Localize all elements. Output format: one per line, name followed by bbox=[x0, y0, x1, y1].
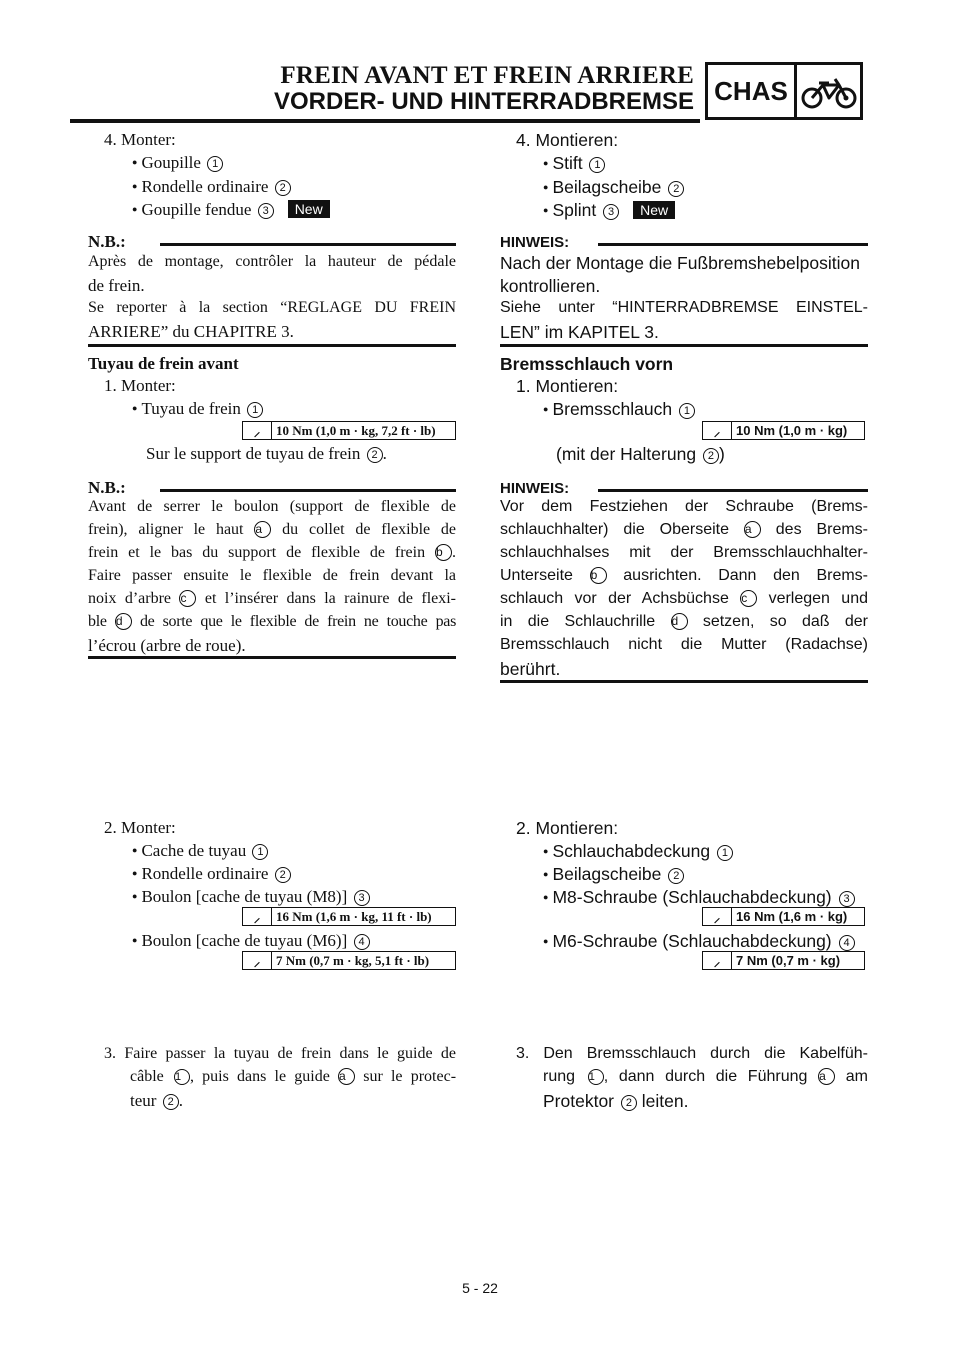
de-torque-spec-m6: ⸝ 7 Nm (0,7 m · kg) bbox=[702, 951, 865, 970]
de-step2-title: 2. Montieren: bbox=[516, 818, 619, 838]
fr-torque-spec: ⸝ 10 Nm (1,0 m · kg, 7,2 ft · lb) bbox=[242, 421, 456, 440]
de-step1-title: 1. Montieren: bbox=[516, 376, 619, 396]
fr-note1-line2: de frein. bbox=[88, 276, 145, 295]
fr-note2-line7: l’écrou (arbre de roue). bbox=[88, 636, 246, 655]
fr-step2-item2: ● Rondelle ordinaire 2 bbox=[132, 864, 291, 884]
de-step3-line1: 3. Den Bremsschlauch durch die Kabelfüh- bbox=[516, 1045, 868, 1062]
chapter-tab bbox=[705, 62, 863, 120]
fr-note2-end-rule bbox=[88, 656, 456, 659]
fr-step2-title: 2. Monter: bbox=[104, 818, 176, 837]
fr-step2-item4: ● Boulon [cache de tuyau (M6)] 4 bbox=[132, 931, 370, 951]
fr-note2-line2: frein), aligner le haut a du collet de flexible de bbox=[88, 521, 457, 538]
de-note2-header: HINWEIS: bbox=[500, 479, 577, 497]
de-note2-line6: in die Schlauchrille d setzen, so daß der bbox=[500, 613, 868, 630]
torque-wrench-icon: ⸝ bbox=[703, 952, 732, 969]
fr-note1-line1: Après de montage, contrôler la hauteur de pédale bbox=[88, 253, 456, 270]
header-rule bbox=[70, 119, 700, 123]
de-note1-end-rule bbox=[500, 344, 868, 347]
fr-step1-title: 1. Monter: bbox=[104, 376, 176, 395]
fr-step4-item3: ● Goupille fendue 3 New bbox=[132, 200, 330, 220]
de-note2-line1: Vor dem Festziehen der Schraube (Brems- bbox=[500, 498, 868, 515]
fr-note1-line3: Se reporter à la section “REGLAGE DU FREIN bbox=[88, 299, 456, 316]
de-step4-title: 4. Montieren: bbox=[516, 130, 619, 150]
de-step2-item3: ● M8-Schraube (Schlauchabdeckung) 3 bbox=[543, 887, 855, 908]
header-title-fr: FREIN AVANT ET FREIN ARRIERE bbox=[280, 62, 694, 89]
page-number: 5 - 22 bbox=[462, 1280, 498, 1296]
new-badge: New bbox=[633, 201, 675, 219]
de-note2-line7: Bremsschlauch nicht die Mutter (Radachse) bbox=[500, 636, 868, 653]
fr-step3-line2: câble 1 , puis dans le guide a sur le protec- bbox=[130, 1068, 457, 1085]
header-title-de: VORDER- UND HINTERRADBREMSE bbox=[273, 88, 694, 115]
torque-wrench-icon: ⸝ bbox=[243, 422, 272, 439]
fr-note2-line4: Faire passer ensuite le flexible de frein devant la bbox=[88, 567, 456, 584]
fr-step2-item1: ● Cache de tuyau 1 bbox=[132, 841, 268, 861]
fr-torque-spec-m6: ⸝ 7 Nm (0,7 m · kg, 5,1 ft · lb) bbox=[242, 951, 456, 970]
de-note1-line1: Nach der Montage die Fußbremshebelposition bbox=[500, 253, 860, 273]
de-note2-line3: schlauchhalses mit der Bremsschlauchhalter- bbox=[500, 544, 868, 561]
fr-step1-sub: Sur le support de tuyau de frein 2 . bbox=[146, 444, 387, 463]
fr-section-title: Tuyau de frein avant bbox=[88, 354, 239, 373]
de-note2-rule bbox=[598, 489, 868, 492]
fr-note2-line3: frein et le bas du support de flexible de frein b . bbox=[88, 544, 457, 561]
de-step3-line2: rung 1 , dann durch die Führung a am bbox=[543, 1068, 868, 1085]
de-step3-line3: Protektor 2 leiten. bbox=[543, 1091, 689, 1111]
de-note1-line4: LEN” im KAPITEL 3. bbox=[500, 322, 659, 342]
fr-note2-line1: Avant de serrer le boulon (support de flexible de bbox=[88, 498, 456, 515]
de-note2-line2: schlauchhalter) die Oberseite a des Brems- bbox=[500, 521, 868, 538]
de-note2-line4: Unterseite b ausrichten. Dann den Brems- bbox=[500, 567, 869, 584]
torque-wrench-icon: ⸝ bbox=[703, 908, 732, 925]
fr-step3-line3: teur 2 . bbox=[130, 1091, 183, 1110]
chapter-label: CHAS bbox=[708, 65, 797, 117]
de-note1-rule bbox=[598, 243, 868, 246]
fr-note2-line5: noix d’arbre c et l’insérer dans la rainure de flexi- bbox=[88, 590, 457, 607]
fr-note1-line4: ARRIERE” du CHAPITRE 3. bbox=[88, 322, 294, 341]
fr-note2-rule bbox=[160, 489, 456, 492]
fr-step4-item2: ● Rondelle ordinaire 2 bbox=[132, 177, 291, 197]
de-step4-item1: ● Stift 1 bbox=[543, 153, 605, 174]
fr-note1-header: N.B.: bbox=[88, 233, 134, 251]
de-note1-line3: Siehe unter “HINTERRADBREMSE EINSTEL- bbox=[500, 299, 868, 316]
torque-wrench-icon: ⸝ bbox=[243, 908, 272, 925]
de-torque-spec: ⸝ 10 Nm (1,0 m · kg) bbox=[702, 421, 865, 440]
de-step2-item4: ● M6-Schraube (Schlauchabdeckung) 4 bbox=[543, 931, 855, 952]
torque-wrench-icon: ⸝ bbox=[703, 422, 732, 439]
fr-note2-header: N.B.: bbox=[88, 479, 134, 497]
de-step2-item1: ● Schlauchabdeckung 1 bbox=[543, 841, 733, 862]
de-step1-sub: (mit der Halterung 2 ) bbox=[556, 444, 725, 464]
de-step2-item2: ● Beilagscheibe 2 bbox=[543, 864, 684, 885]
new-badge: New bbox=[288, 200, 330, 218]
de-note2-line5: schlauch vor der Achsbüchse c verlegen und bbox=[500, 590, 868, 607]
de-note2-line8: berührt. bbox=[500, 659, 561, 679]
fr-note1-rule bbox=[160, 243, 456, 246]
fr-step4-title: 4. Monter: bbox=[104, 130, 176, 149]
de-step4-item2: ● Beilagscheibe 2 bbox=[543, 177, 684, 198]
de-note1-line2: kontrollieren. bbox=[500, 276, 601, 296]
motorcycle-icon bbox=[797, 65, 860, 117]
de-step4-item3: ● Splint 3 New bbox=[543, 200, 675, 221]
fr-step2-item3: ● Boulon [cache de tuyau (M8)] 3 bbox=[132, 887, 370, 907]
de-section-title: Bremsschlauch vorn bbox=[500, 354, 674, 374]
torque-wrench-icon: ⸝ bbox=[243, 952, 272, 969]
de-torque-spec-m8: ⸝ 16 Nm (1,6 m · kg) bbox=[702, 907, 865, 926]
fr-step4-item1: ● Goupille 1 bbox=[132, 153, 223, 173]
fr-torque-spec-m8: ⸝ 16 Nm (1,6 m · kg, 11 ft · lb) bbox=[242, 907, 456, 926]
de-note2-end-rule bbox=[500, 680, 868, 683]
de-step1-item1: ● Bremsschlauch 1 bbox=[543, 399, 695, 420]
fr-step1-item1: ● Tuyau de frein 1 bbox=[132, 399, 263, 419]
fr-note2-line6: ble d de sorte que le flexible de frein ne touche pas bbox=[88, 613, 456, 630]
fr-note1-end-rule bbox=[88, 344, 456, 347]
fr-step3-line1: 3. Faire passer la tuyau de frein dans le guide de bbox=[104, 1045, 456, 1062]
de-note1-header: HINWEIS: bbox=[500, 233, 577, 251]
